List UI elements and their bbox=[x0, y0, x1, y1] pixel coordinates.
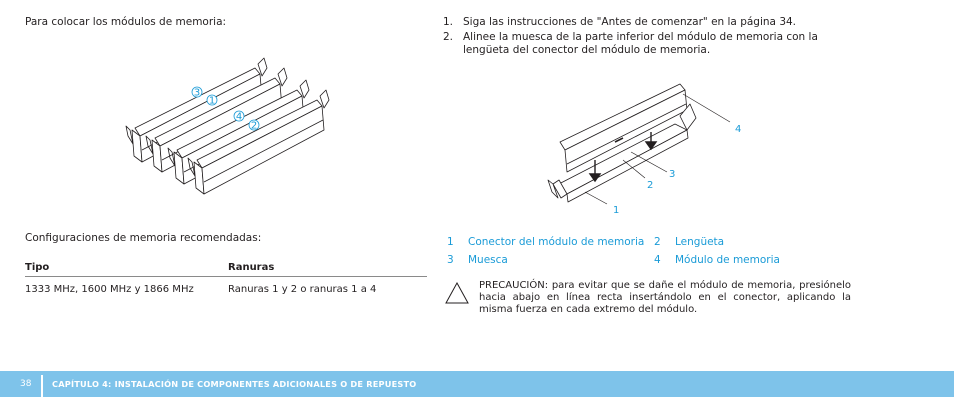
right-callout-3: 3 bbox=[669, 169, 676, 180]
legend-label-4: Módulo de memoria bbox=[675, 254, 780, 266]
memory-slots-illustration bbox=[120, 50, 335, 205]
module-insertion-illustration bbox=[545, 80, 755, 215]
left-callout-3: 3 bbox=[193, 87, 201, 99]
table-header-tipo: Tipo bbox=[25, 262, 228, 277]
legend-label-2: Lengüeta bbox=[675, 236, 725, 248]
left-callout-4: 4 bbox=[235, 111, 243, 123]
config-title: Configuraciones de memoria recomendadas: bbox=[25, 232, 262, 244]
instruction-steps bbox=[443, 16, 863, 59]
right-callout-1: 1 bbox=[613, 205, 620, 215]
legend-label-3: Muesca bbox=[468, 254, 508, 266]
footer-separator bbox=[41, 375, 43, 401]
step-number: 2. bbox=[443, 31, 454, 43]
table-cell-tipo: 1333 MHz, 1600 MHz y 1866 MHz bbox=[25, 284, 194, 295]
left-callout-2: 2 bbox=[250, 120, 258, 132]
step-item bbox=[443, 31, 863, 57]
warning-triangle-icon bbox=[445, 282, 469, 304]
legend-label-1: Conector del módulo de memoria bbox=[468, 236, 645, 248]
chapter-title: CAPÍTULO 4: INSTALACIÓN DE COMPONENTES ADICIONALES O DE REPUESTO bbox=[52, 379, 417, 389]
legend-num-1: 1 bbox=[447, 236, 454, 248]
legend-num-4: 4 bbox=[654, 254, 661, 266]
caution-text: PRECAUCIÓN: para evitar que se dañe el módulo de memoria, presiónelo hacia abajo en línea recta insertándolo en el conector, aplicando la misma fuerza en cada extremo del módulo. bbox=[479, 280, 851, 315]
right-callout-2: 2 bbox=[647, 180, 654, 191]
memory-config-table bbox=[25, 262, 427, 295]
legend-num-3: 3 bbox=[447, 254, 454, 266]
table-header-row bbox=[25, 262, 427, 277]
step-number: 1. bbox=[443, 16, 454, 28]
page-footer bbox=[0, 371, 954, 397]
step-text: Alinee la muesca de la parte inferior del módulo de memoria con la lengüeta del conector del módulo de memoria. bbox=[463, 31, 818, 56]
intro-text: Para colocar los módulos de memoria: bbox=[25, 16, 227, 28]
step-item bbox=[443, 16, 863, 29]
left-callout-1: 1 bbox=[208, 95, 216, 107]
step-text: Siga las instrucciones de "Antes de comenzar" en la página 34. bbox=[463, 16, 797, 28]
legend-num-2: 2 bbox=[654, 236, 661, 248]
right-callout-4: 4 bbox=[735, 124, 742, 135]
page-number: 38 bbox=[20, 379, 32, 389]
table-cell-ranuras: Ranuras 1 y 2 o ranuras 1 a 4 bbox=[228, 284, 377, 295]
table-row bbox=[25, 277, 427, 296]
table-header-ranuras: Ranuras bbox=[228, 262, 427, 277]
